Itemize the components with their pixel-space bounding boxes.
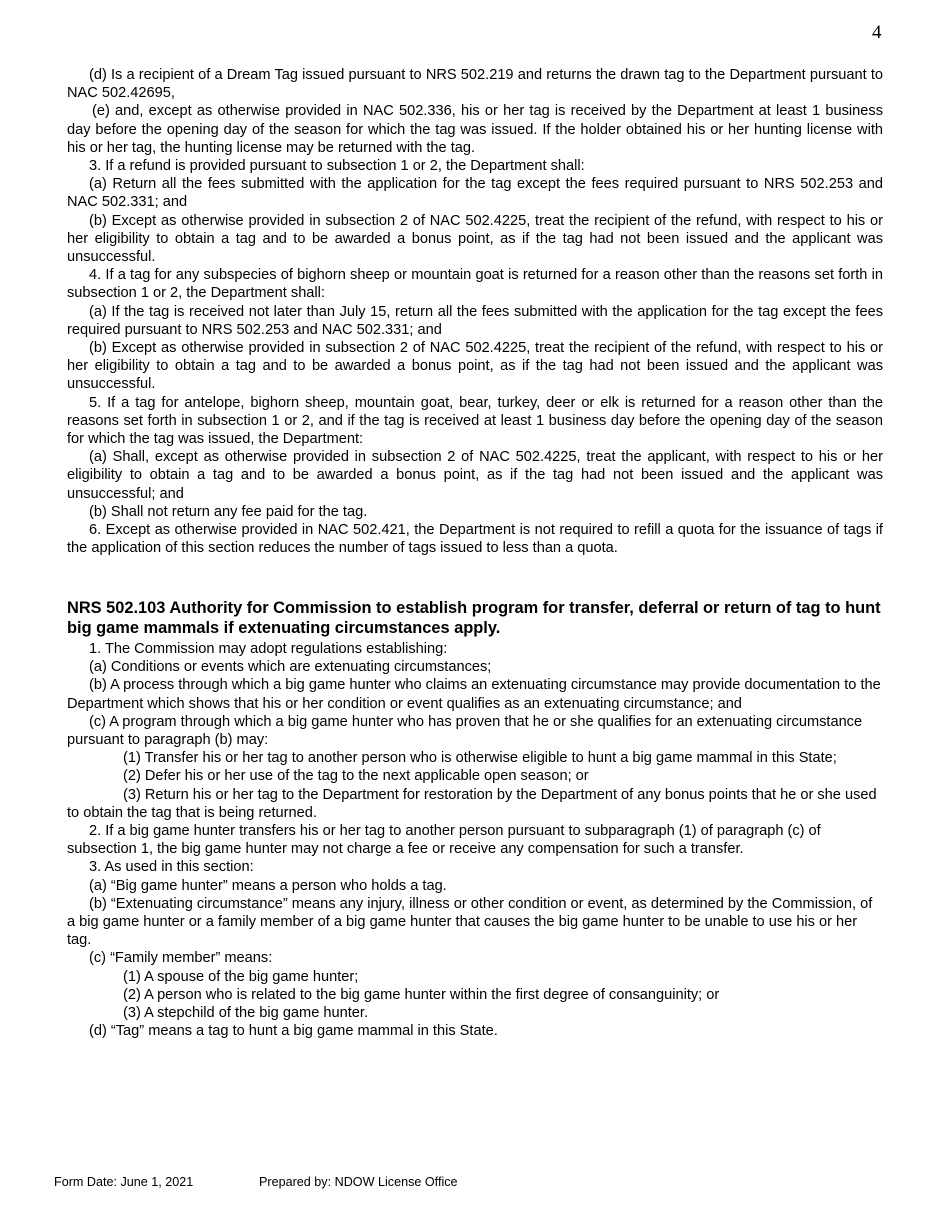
paragraph-e-tag-received: (e) and, except as otherwise provided in NAC 502.336, his or her tag is received by the Department at least 1 business day before the opening day of the season for which the tag was issued. If the holder obtained his or her hunting license with his or her tag, the hunting license may be returned with the tag.	[67, 103, 883, 156]
subsection-5: 5. If a tag for antelope, bighorn sheep, mountain goat, bear, turkey, deer or elk is returned for a reason other than the reasons set forth in subsection 1 or 2, and if the tag is received at least 1 business day before the opening day of the season for which the tag was issued, the Department:	[67, 394, 883, 448]
paragraph-4a: (a) If the tag is received not later than July 15, return all the fees submitted with the application for the tag except the fees required pursuant to NRS 502.253 and NAC 502.331; and	[67, 303, 883, 338]
subparagraph-1c-3: (3) Return his or her tag to the Department for restoration by the Department of any bonus points that he or she used to obtain the tag that is being returned.	[67, 786, 877, 821]
family-member-spouse: (1) A spouse of the big game hunter;	[123, 968, 359, 985]
subsection-3-definitions: 3. As used in this section:	[89, 859, 254, 876]
definition-big-game-hunter: (a) “Big game hunter” means a person who holds a tag.	[89, 877, 447, 894]
definition-family-member: (c) “Family member” means:	[89, 950, 273, 967]
section-nrs-502-103	[67, 598, 883, 1040]
footer-form-date: Form Date: June 1, 2021	[54, 1175, 194, 1189]
paragraph-d-dream-tag: (d) Is a recipient of a Dream Tag issued pursuant to NRS 502.219 and returns the drawn tag to the Department pursuant to NAC 502.42695,	[67, 67, 883, 102]
footer-prepared-by: Prepared by: NDOW License Office	[259, 1175, 458, 1189]
subsection-6: 6. Except as otherwise provided in NAC 502.421, the Department is not required to refill a quota for the issuance of tags if the application of this section reduces the number of tags issued to less than a quota.	[67, 522, 883, 557]
family-member-stepchild: (3) A stepchild of the big game hunter.	[123, 1005, 369, 1022]
subsection-4: 4. If a tag for any subspecies of bighorn sheep or mountain goat is returned for a reason other than the reasons set forth in subsection 1 or 2, the Department shall:	[67, 267, 883, 302]
subparagraph-1c-1: (1) Transfer his or her tag to another person who is otherwise eligible to hunt a big game mammal in this State;	[123, 750, 837, 767]
paragraph-5b: (b) Shall not return any fee paid for the tag.	[89, 503, 368, 520]
paragraph-3a: (a) Return all the fees submitted with the application for the tag except the fees required pursuant to NRS 502.253 and NAC 502.331; and	[67, 176, 883, 211]
page-number: 4	[872, 22, 882, 43]
paragraph-3b: (b) Except as otherwise provided in subsection 2 of NAC 502.4225, treat the recipient of the refund, with respect to his or her eligibility to obtain a tag and to be awarded a bonus point, as if the tag had not been issued and the applicant was unsuccessful.	[67, 212, 883, 266]
section-heading: NRS 502.103 Authority for Commission to establish program for transfer, deferral or return of tag to hunt big game mammals if extenuating circumstances apply.	[67, 599, 881, 637]
section-nac-502-refunds	[67, 66, 883, 557]
definition-tag: (d) “Tag” means a tag to hunt a big game mammal in this State.	[89, 1023, 498, 1040]
paragraph-1c: (c) A program through which a big game hunter who has proven that he or she qualifies for an extenuating circumstance pursuant to paragraph (b) may:	[67, 713, 863, 749]
paragraph-1b: (b) A process through which a big game hunter who claims an extenuating circumstance may provide documentation to the Department which shows that his or her condition or event qualifies as an extenuating circumstance; and	[67, 677, 881, 712]
paragraph-5a: (a) Shall, except as otherwise provided in subsection 2 of NAC 502.4225, treat the applicant, with respect to his or her eligibility to obtain a tag and to be awarded a bonus point, as if the tag had not been issued and the applicant was unsuccessful; and	[67, 449, 883, 502]
paragraph-1a: (a) Conditions or events which are extenuating circumstances;	[89, 659, 492, 676]
paragraph-4b: (b) Except as otherwise provided in subsection 2 of NAC 502.4225, treat the recipient of the refund, with respect to his or her eligibility to obtain a tag and to be awarded a bonus point, as if the tag had not been issued and the applicant was unsuccessful.	[67, 340, 883, 393]
definition-extenuating-circumstance: (b) “Extenuating circumstance” means any injury, illness or other condition or event, as determined by the Commission, of a big game hunter or a family member of a big game hunter that causes the big game hunter to be unable to use his or her tag.	[67, 895, 873, 949]
subsection-2: 2. If a big game hunter transfers his or her tag to another person pursuant to subparagraph (1) of paragraph (c) of subsection 1, the big game hunter may not charge a fee or receive any compensation for such a transfer.	[67, 823, 821, 858]
subsection-1: 1. The Commission may adopt regulations establishing:	[89, 641, 448, 657]
subparagraph-1c-2: (2) Defer his or her use of the tag to the next applicable open season; or	[123, 768, 589, 785]
subsection-3: 3. If a refund is provided pursuant to subsection 1 or 2, the Department shall:	[89, 158, 585, 175]
family-member-consanguinity: (2) A person who is related to the big game hunter within the first degree of consanguinity; or	[123, 986, 720, 1003]
